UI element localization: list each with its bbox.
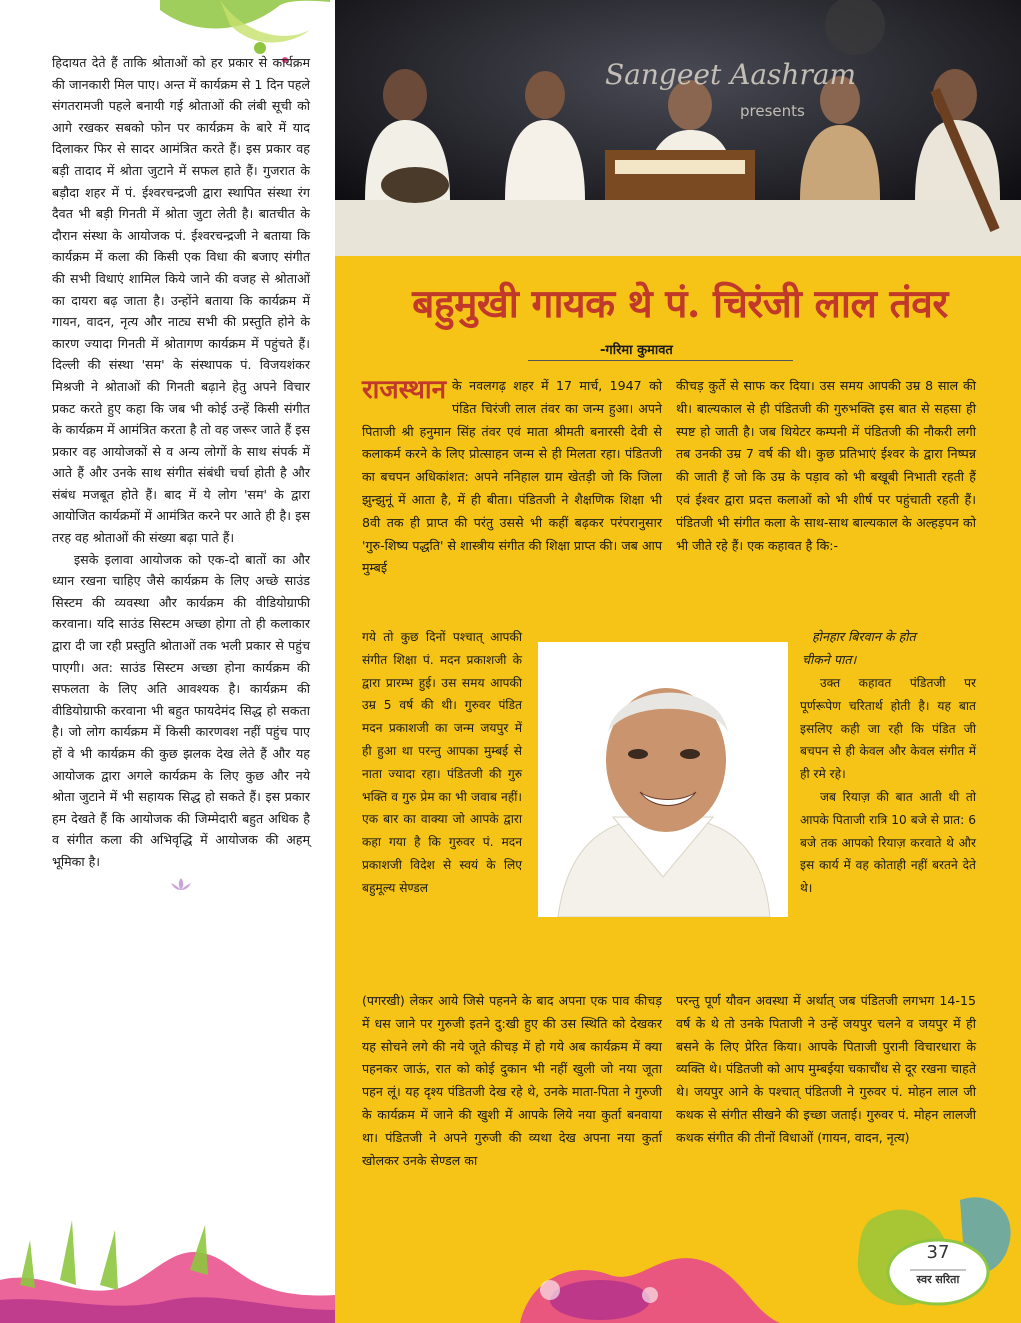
left-text-column bbox=[52, 52, 310, 891]
page-number: 37 bbox=[926, 1242, 950, 1263]
col2-bottom-text: परन्तु पूर्ण यौवन अवस्था में अर्थात् जब पंडितजी लगभग 14-15 वर्ष के थे तो उनके पिताजी ने उन्हें जयपुर चलने व जयपुर में ही बसने के लिए प्रेरित किया। आपके पिताजी पुरानी विचारधारा के व्यक्ति थे। पंडितजी को आप मुम्बईया चकाचौंध से दूर रखना चाहते थे। जयपुर आने के पश्चात् पंडितजी ने गुरुवर पं. मोहन लाल जी कथक से संगीत सीखने की इच्छा जताई। गुरुवर पं. मोहन लालजी कथक संगीत की तीनों विधाओं (गायन, वादन, नृत्य) bbox=[676, 993, 976, 1145]
left-paragraph-2: इसके इलावा आयोजक को एक-दो बातों का और ध्यान रखना चाहिए जैसे कार्यक्रम के लिए अच्छे साउंड सिस्टम की व्यवस्था और कार्यक्रम की वीडियोग्राफी करवाना। यदि साउंड सिस्टम अच्छा होगा तो ही कलाकार द्वारा दी जा रही प्रस्तुति श्रोताओं तक भली प्रकार से पहुंच पाएगी। अत: साउंड सिस्टम अच्छा होना कार्यक्रम की सफलता के लिए अति आवश्यक है। कार्यक्रम की वीडियोग्राफी करवाना भी बहुत फायदेमंद सिद्ध हो सकता है। जो लोग कार्यक्रम में किसी कारणवश नहीं पहुंच पाए हों वे भी कार्यक्रम की कुछ झलक देख लेते हैं और यह आयोजक द्वारा अगले कार्यक्रम के लिए कुछ और नये श्रोता जुटाने में भी सहायक सिद्ध हो सकते हैं। इस प्रकार हम देखते हैं कि आयोजक की जिम्मेदारी बहुत अधिक है व संगीत कला की अभिवृद्धि में आयोजक की अहम् भूमिका है। bbox=[52, 551, 310, 869]
colour-splash-bottom-decoration bbox=[0, 1200, 335, 1323]
drop-word: राजस्थान bbox=[362, 375, 447, 405]
article-col1-narrow bbox=[362, 626, 522, 900]
col2-top-text: कीचड़ कुर्ते से साफ कर दिया। उस समय आपकी उम्र 8 साल की थी। बाल्यकाल से ही पंडितजी की गुरुभक्ति इस बात से सहसा ही स्पष्ट हो जाती है। जब थियेटर कम्पनी में पंडितजी की नौकरी लगी तब उनकी उम्र 7 वर्ष की थी। कुछ प्रतिभाएं ईश्वर के द्वारा निष्पन्न की जाती हैं जो कि उम्र के पड़ाव को भी बखूबी निभाती रहती हैं एवं ईश्वर द्वारा प्रदत्त कलाओं को भी शीर्ष पर पहुंचाती रहती हैं। पंडितजी भी संगीत कला के साथ-साथ बाल्यकाल के अल्हड़पन को भी जीते रहे हैं। एक कहावत है कि:- bbox=[676, 378, 976, 553]
col1-bottom-text: (पगरखी) लेकर आये जिसे पहनने के बाद अपना एक पाव कीचड़ में धस जाने पर गुरुजी इतने दु:खी हुए की उस स्थिति को देखकर यह सोचने लगे की नये जूते कीचड़ में हो गये अब कार्यक्रम में क्या पहनकर जाऊं, रात को कोई दुकान भी नहीं खुली जो नया जूता पहन लूं। यह दृश्य पंडितजी देख रहे थे, उनके माता-पिता ने गुरुजी के कार्यक्रम में जाने की खुशी में आपके लिये नया कुर्ता बनवाया था। पंडितजी ने अपने गुरुजी की व्यथा देख अपना नया कुर्ता खोलकर उनके सेण्डल का bbox=[362, 993, 662, 1168]
couplet-line-1: होनहार बिरवान के होत bbox=[812, 629, 916, 644]
article-col1-bottom bbox=[362, 990, 662, 1172]
col2-narrow-text-2: जब रियाज़ की बात आती थी तो आपके पिताजी रात्रि 10 बजे से प्रात: 6 बजे तक आपको रियाज़ करवाते थे और इस कार्य में वह कोताही नहीं बरतने देते थे। bbox=[800, 789, 976, 896]
article-headline: बहुमुखी गायक थे पं. चिरंजी लाल तंवर bbox=[412, 281, 948, 327]
article-col1-top bbox=[362, 375, 662, 580]
portrait-illustration bbox=[538, 642, 788, 917]
concert-photo-illustration bbox=[335, 0, 1021, 256]
banner-text: Sangeet Aashram bbox=[605, 58, 857, 91]
concert-photo bbox=[335, 0, 1021, 256]
article-col2-bottom bbox=[676, 990, 976, 1150]
article-col2-narrow bbox=[800, 672, 976, 900]
article-col2-top bbox=[676, 375, 976, 557]
lotus-ornament-icon bbox=[170, 877, 192, 891]
portrait-photo bbox=[538, 642, 788, 917]
left-paragraph-1: हिदायत देते हैं ताकि श्रोताओं को हर प्रकार से कार्यक्रम की जानकारी मिल पाए। अन्त में कार्यक्रम से 1 दिन पहले संगतरामजी पहले बनायी गई श्रोताओं की लंबी सूची को आगे रखकर सबको फोन पर कार्यक्रम के बारे में याद दिलाकर फिर से सादर आमंत्रित करते हैं। इस प्रकार वह बड़ी तादाद में श्रोता जुटाने में सफल हाते हैं। गुजरात के बड़ौदा शहर में पं. ईश्वरचन्द्रजी द्वारा स्थापित संस्था रंग दैवत भी बड़ी गिनती में श्रोता जुटा लेती है। बातचीत के दौरान संस्था के आयोजक पं. ईश्वरचन्द्रजी ने बताया कि कार्यक्रम में कला की किसी एक विधा की बजाए संगीत की सभी विधाएं शामिल किये जाने की वजह से श्रोताओं का दायरा बढ़ जाता है। उन्होंने बताया कि कार्यक्रम में गायन, वादन, नृत्य और नाट्य सभी की प्रस्तुति होने के कारण ज्यादा गिनती में श्रोतागण कार्यक्रम में पहुंचते हैं। दिल्ली की संस्था 'सम' के संस्थापक पं. विजयशंकर मिश्रजी ने श्रोताओं की गिनती बढ़ाने हेतु अपने विचार प्रकट करते हुए कहा कि जब भी कोई उन्हें किसी संगीत के कार्यक्रम में आमंत्रित करता है तो वह जरूर जाते हैं इस प्रकार वह आयोजकों से व अन्य लोगों के साथ संपर्क में आते हैं और उनके साथ संगीत संबंधी चर्चा होती है और संबंध मजबूत होते हैं। बाद में ये लोग 'सम' के द्वारा आयोजित कार्यक्रमों में आमंत्रित करने पर आते ही है। इस तरह वह श्रोताओं की संख्या बढ़ा पाते हैं। bbox=[52, 55, 311, 546]
page-number-badge bbox=[885, 1238, 991, 1306]
couplet-line-2: चीकने पात। bbox=[802, 651, 857, 667]
banner-subtext: presents bbox=[740, 102, 805, 120]
article-byline: -गरिमा कुमावत bbox=[600, 343, 673, 358]
col1-narrow-text: गये तो कुछ दिनों पश्चात् आपकी संगीत शिक्षा पं. मदन प्रकाशजी के द्वारा प्रारम्भ हुई। उस समय आपकी उम्र 5 वर्ष की थी। गुरुवर पंडित मदन प्रकाशजी का जन्म जयपुर में ही हुआ था परन्तु आपका मुम्बई से नाता ज्यादा रहा। पंडितजी की गुरु भक्ति व गुरु प्रेम का भी जवाब नहीं। एक बार का वाक्या जो आपके द्वारा कहा गया है कि गुरुवर पं. मदन प्रकाशजी विदेश से स्वयं के लिए बहुमूल्य सेण्डल bbox=[362, 630, 522, 895]
col1-top-text: के नवलगढ़ शहर में 17 मार्च, 1947 को पंडित चिरंजी लाल तंवर का जन्म हुआ। अपने पिताजी श्री हनुमान सिंह तंवर एवं माता श्रीमती बनारसी देवी से कलाकर्म करने के लिए प्रोत्साहन जन्म से ही मिलता रहा। पंडितजी का बचपन अधिकांशत: अपने ननिहाल ग्राम खेतड़ी जो कि जिला झुन्झुनूं में आता है, में ही बीता। पंडितजी ने शैक्षणिक शिक्षा भी 8वी तक ही प्राप्त की परंतु उससे भी कहीं बढ़कर परंपरानुसार 'गुरु-शिष्य पद्धति' से शास्त्रीय संगीत की शिक्षा प्राप्त की। जब आप मुम्बई bbox=[362, 378, 662, 576]
byline-rule bbox=[528, 360, 793, 361]
couplet bbox=[802, 626, 982, 672]
col2-narrow-text: उक्त कहावत पंडितजी पर पूर्णरूपेण चरितार्थ होती है। यह बात इसलिए कही जा रही कि पंडित जी बचपन से ही केवल और केवल संगीत में ही रमे रहे। bbox=[800, 676, 976, 782]
magazine-name: स्वर सरिता bbox=[916, 1273, 960, 1286]
